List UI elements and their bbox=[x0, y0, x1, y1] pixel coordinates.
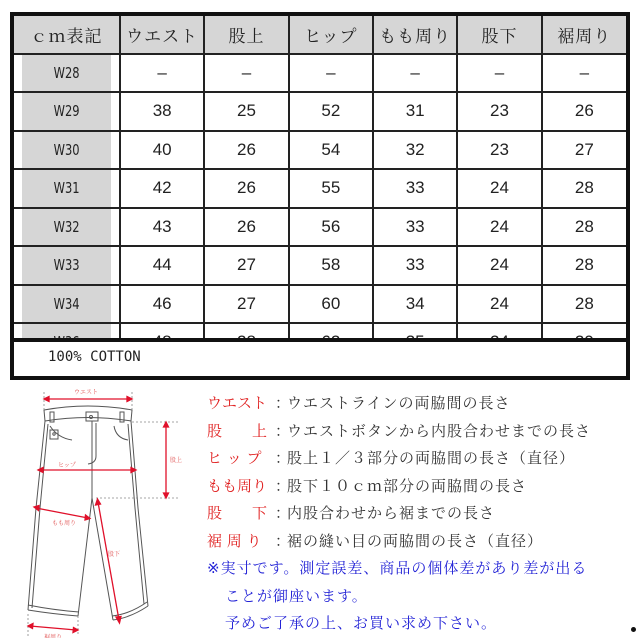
measurement-cell: – bbox=[542, 54, 626, 93]
material-row bbox=[14, 338, 626, 376]
legend-colon: ： bbox=[275, 421, 291, 440]
measurement-cell: 27 bbox=[204, 246, 288, 285]
size-table-container bbox=[10, 12, 630, 380]
size-label-cell: W28 bbox=[22, 54, 112, 93]
measurement-cell: 24 bbox=[457, 169, 541, 208]
measurement-cell: 60 bbox=[289, 285, 373, 324]
table-row bbox=[14, 285, 626, 324]
legend-item-thigh bbox=[207, 473, 637, 501]
pants-illustration-icon bbox=[18, 388, 190, 638]
measurement-legend bbox=[207, 390, 637, 638]
legend-item-hip bbox=[207, 445, 637, 473]
legend-desc: 股上１／３部分の両脇間の長さ（直径） bbox=[287, 449, 576, 467]
diagram-label-thigh: もも周り bbox=[52, 520, 77, 527]
measurement-cell: 46 bbox=[120, 285, 204, 324]
legend-item-waist bbox=[207, 390, 637, 418]
size-label-cell: W31 bbox=[22, 169, 112, 208]
table-row bbox=[14, 208, 626, 247]
header-thigh: もも周り bbox=[373, 16, 457, 54]
legend-colon: ： bbox=[275, 531, 291, 550]
measurement-cell: 55 bbox=[289, 169, 373, 208]
measurement-cell: 33 bbox=[373, 208, 457, 247]
measurement-cell: 23 bbox=[457, 92, 541, 131]
size-label-cell: W34 bbox=[22, 285, 112, 324]
header-waist: ウエスト bbox=[120, 16, 204, 54]
legend-desc: ウエストラインの両脇間の長さ bbox=[287, 394, 511, 412]
measurement-cell: 58 bbox=[289, 246, 373, 285]
legend-desc: 裾の縫い目の両脇間の長さ（直径） bbox=[287, 531, 544, 550]
legend-colon: ： bbox=[275, 476, 291, 495]
measurement-cell: – bbox=[120, 54, 204, 93]
measurement-cell: 31 bbox=[373, 92, 457, 131]
measurement-cell: 23 bbox=[457, 131, 541, 170]
legend-term: 裾 周 り bbox=[207, 531, 262, 550]
header-inseam: 股下 bbox=[457, 16, 541, 54]
measurement-cell: 26 bbox=[204, 169, 288, 208]
size-table bbox=[14, 16, 626, 363]
size-label-cell: W30 bbox=[22, 131, 112, 170]
legend-term: ヒ ッ プ bbox=[207, 449, 262, 467]
note-line-3: 予めご了承の上、お買い求め下さい。 bbox=[225, 614, 498, 632]
measurement-cell: – bbox=[373, 54, 457, 93]
measurement-cell: 56 bbox=[289, 208, 373, 247]
header-hip: ヒップ bbox=[289, 16, 373, 54]
measurement-cell: 27 bbox=[542, 131, 626, 170]
header-cm-notation: ｃｍ表記 bbox=[14, 16, 120, 54]
diagram-label-inseam: 股下 bbox=[108, 551, 121, 558]
table-row bbox=[14, 54, 626, 93]
measurement-cell: – bbox=[204, 54, 288, 93]
legend-item-inseam bbox=[207, 500, 637, 528]
measurement-cell: 33 bbox=[373, 246, 457, 285]
measurement-cell: 28 bbox=[542, 285, 626, 324]
measurement-cell: 25 bbox=[204, 92, 288, 131]
measurement-cell: 26 bbox=[542, 92, 626, 131]
measurement-cell: 28 bbox=[542, 208, 626, 247]
header-row bbox=[14, 16, 626, 54]
legend-desc: 内股合わせから裾までの長さ bbox=[287, 504, 496, 522]
measurement-cell: 54 bbox=[289, 131, 373, 170]
measurement-cell: 44 bbox=[120, 246, 204, 285]
measurement-cell: 38 bbox=[120, 92, 204, 131]
note-line-2: ことが御座います。 bbox=[225, 586, 368, 605]
table-row bbox=[14, 246, 626, 285]
measurement-cell: 28 bbox=[542, 169, 626, 208]
size-label-cell: W29 bbox=[22, 92, 112, 131]
legend-desc: 股下１０ｃｍ部分の両脇間の長さ bbox=[287, 476, 528, 495]
measurement-cell: 40 bbox=[120, 131, 204, 170]
measurement-cell: 32 bbox=[373, 131, 457, 170]
diagram-label-hip: ヒップ bbox=[58, 462, 76, 469]
header-hem: 裾周り bbox=[542, 16, 626, 54]
measurement-cell: – bbox=[457, 54, 541, 93]
table-row bbox=[14, 92, 626, 131]
legend-term: 股 上 bbox=[207, 421, 268, 440]
diagram-label-hem: 裾周り bbox=[44, 634, 63, 638]
size-label-cell: W32 bbox=[22, 208, 112, 247]
measurement-cell: 34 bbox=[373, 285, 457, 324]
legend-colon: ： bbox=[275, 449, 291, 467]
measurement-cell: 33 bbox=[373, 169, 457, 208]
legend-term: ウエスト bbox=[207, 394, 268, 412]
measurement-cell: 28 bbox=[542, 246, 626, 285]
measurement-cell: 24 bbox=[457, 208, 541, 247]
measurement-cell: 52 bbox=[289, 92, 373, 131]
table-row bbox=[14, 169, 626, 208]
measurement-cell: 24 bbox=[457, 285, 541, 324]
size-label-cell: W33 bbox=[22, 246, 112, 285]
measurement-cell: 27 bbox=[204, 285, 288, 324]
pants-measurement-diagram bbox=[18, 388, 190, 638]
table-row bbox=[14, 131, 626, 170]
legend-term: もも周り bbox=[207, 476, 268, 495]
measurement-cell: 43 bbox=[120, 208, 204, 247]
legend-item-rise bbox=[207, 418, 637, 446]
diagram-label-rise: 股上 bbox=[170, 457, 183, 464]
measurement-cell: 24 bbox=[457, 246, 541, 285]
measurement-cell: 26 bbox=[204, 208, 288, 247]
measurement-cell: 42 bbox=[120, 169, 204, 208]
diagram-label-waist: ウエスト bbox=[74, 389, 99, 396]
note-line-1: ※実寸です。測定誤差、商品の個体差があり差が出る bbox=[207, 559, 588, 577]
legend-colon: ： bbox=[275, 504, 291, 522]
legend-desc: ウエストボタンから内股合わせまでの長さ bbox=[287, 421, 592, 440]
material-text: 100% COTTON bbox=[48, 349, 141, 365]
measurement-cell: – bbox=[289, 54, 373, 93]
measurement-cell: 26 bbox=[204, 131, 288, 170]
legend-item-hem bbox=[207, 528, 637, 556]
bullet-dot bbox=[631, 627, 636, 632]
header-rise: 股上 bbox=[204, 16, 288, 54]
legend-colon: ： bbox=[275, 394, 291, 412]
legend-term: 股 下 bbox=[207, 504, 268, 522]
